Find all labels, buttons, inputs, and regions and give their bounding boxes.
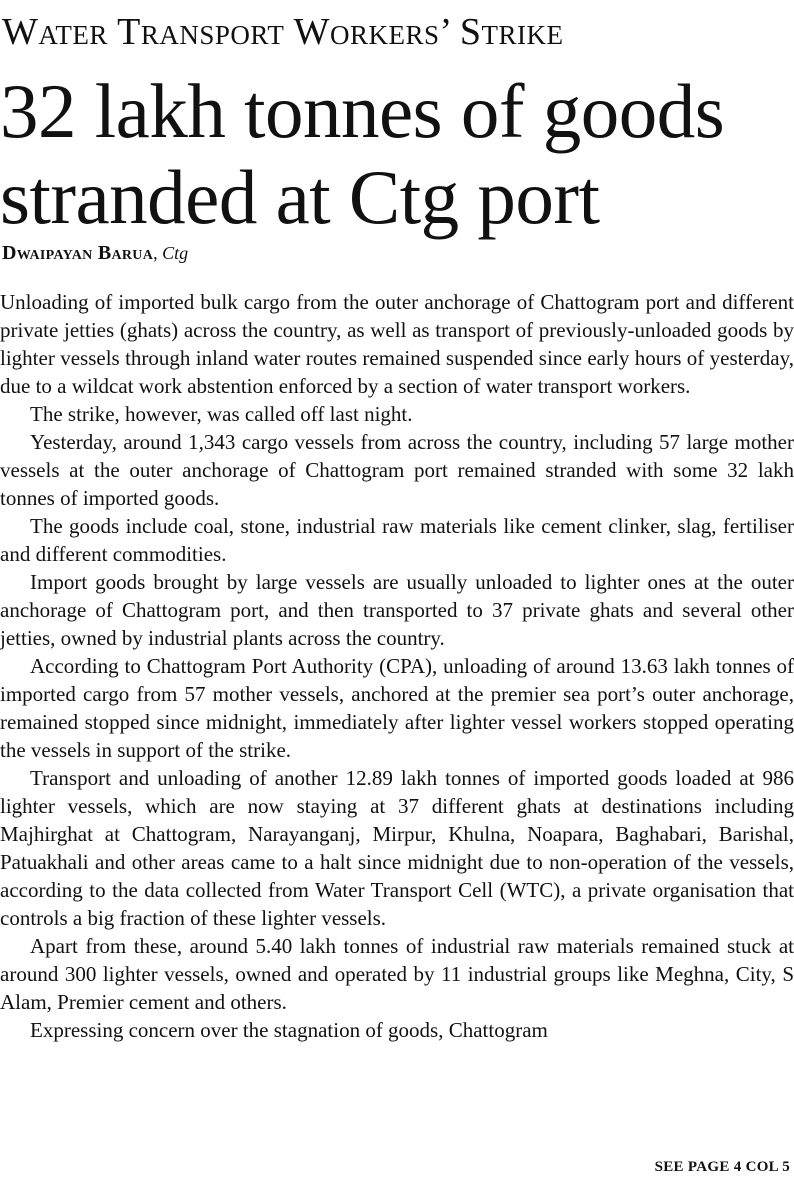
byline-place: Ctg [162,243,189,263]
body-paragraph: Import goods brought by large vessels are usually unloaded to lighter ones at the outer anchorage of Chattogram port, and then transported to 37 private ghats and several other jetties, owned by industrial plants across the country. [0,570,794,650]
byline [2,240,188,266]
body-paragraph: Apart from these, around 5.40 lakh tonnes of industrial raw materials remained stuck at around 300 lighter vessels, owned and operated by 11 industrial groups like Meghna, City, S Alam, Premier cement and others. [0,934,794,1014]
body-paragraph: Unloading of imported bulk cargo from the outer anchorage of Chattogram port and different private jetties (ghats) across the country, as well as transport of previously-unloaded goods by lighter vessels through inland water routes remained suspended since early hours of yesterday, due to a wildcat work abstention enforced by a section of water transport workers. [0,290,794,398]
byline-author: Dwaipayan Barua [2,242,154,264]
continuation-jump-line[interactable]: SEE PAGE 4 COL 5 [654,1159,790,1175]
body-paragraph: According to Chattogram Port Authority (CPA), unloading of around 13.63 lakh tonnes of imported cargo from 57 mother vessels, anchored at the premier sea port’s outer anchorage, remained stopped since midnight, immediately after lighter vessel workers stopped operating the vessels in support of the strike. [0,654,794,762]
article-body [0,288,794,1044]
body-paragraph: Expressing concern over the stagnation of goods, Chattogram [30,1018,548,1042]
kicker: Water Transport Workers’ Strike [2,11,564,53]
body-paragraph: Transport and unloading of another 12.89 lakh tonnes of imported goods loaded at 986 lighter vessels, which are now staying at 37 different ghats at destinations including Majhirghat at Chattogram, Narayanganj, Mirpur, Khulna, Noapara, Baghabari, Barishal, Patuakhali and other areas came to a halt since midnight due to non-operation of the vessels, according to the data collected from Water Transport Cell (WTC), a private organisation that controls a big fraction of these lighter vessels. [0,766,794,930]
headline: 32 lakh tonnes of goods stranded at Ctg port [0,68,725,240]
body-paragraph: Yesterday, around 1,343 cargo vessels from across the country, including 57 large mother vessels at the outer anchorage of Chattogram port remained stranded with some 32 lakh tonnes of imported goods. [0,430,794,510]
byline-separator: , [153,243,163,263]
body-paragraph: The strike, however, was called off last night. [30,402,413,426]
body-paragraph: The goods include coal, stone, industrial raw materials like cement clinker, slag, fertiliser and different commodities. [0,514,794,566]
